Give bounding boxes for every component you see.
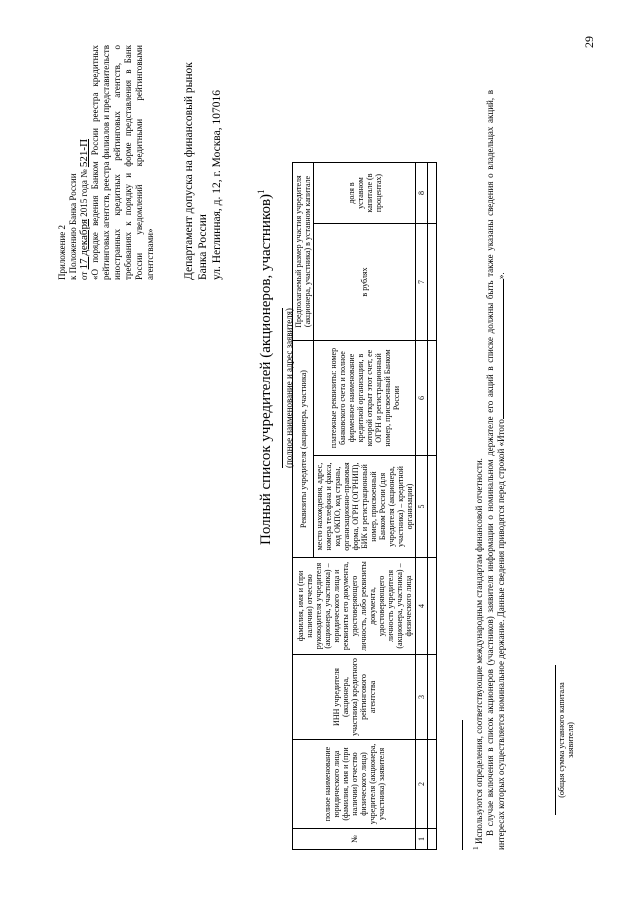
appendix-label: Приложение 2 [57, 224, 67, 280]
form-title: Полный список учредителей (акционеров, участников)$^1$ [256, 189, 274, 545]
footnote-nominee-note: В случае включения в список акционеров (участников) заявителя информации о номинальном держателе его акций в списке должны быть также указаны сведения о владельцах акций, в интересах которых осуществляется номинальное держание. Данные сведения приводятся перед строкой «Итого». [485, 90, 506, 850]
page-number: 29 [582, 36, 596, 48]
regulation-date-line: от 17 декабря 2015 года № 521-П [78, 138, 90, 280]
capital-sum-caption: (общая сумма уставного капитала заявителя) [555, 665, 575, 815]
footnote [470, 90, 507, 850]
col-number-header: № [293, 829, 416, 850]
table-header-row [293, 163, 314, 850]
footnote-definition: $^1$ Используются определения, соответствующие международным стандартам финансовой отчетности. [471, 458, 484, 850]
appendix-header [57, 45, 156, 280]
column-number-row: 1 2 3 4 5 6 7 8 [416, 163, 428, 850]
regulation-number: 521-П [78, 138, 90, 168]
regulation-label: к Положению Банка России [68, 173, 78, 280]
footnote-separator [462, 720, 463, 850]
founders-table [292, 162, 437, 850]
col-requisites-address: место нахождения, адрес, номера телефона и факса, код ОКПО, код страны, организационно-правовая форма, ОГРН (ОГРНИП), БИК и регистрационный номер, присвоенный Банком России (для учредителя (акционера, участника) – кредитной организации) [314, 456, 416, 558]
col-inn-header: ИНН учредителя (акционера, участника) кредитного рейтингового агентства [293, 655, 416, 740]
col-requisites-header: Реквизиты учредителя (акционера, участника) [293, 341, 314, 558]
applicant-caption: (полное наименование и адрес заявителя) [284, 308, 294, 468]
table-row [428, 163, 437, 850]
col-head-header: фамилия, имя и (при наличии) отчество руководителя учредителя (акционера, участника) – юридического лица и реквизиты его документа, удостоверяющего личность, либо реквизиты документа, удостоверяющего личность учредителя (акционера, участника) – физического лица [293, 558, 416, 655]
col-name-header: полное наименование юридического лица (фамилия, имя и (при наличии) отчество физического лица) учредителя (акционера, участника) заявителя [293, 740, 416, 829]
col-share-rubles: в рублях [314, 224, 416, 341]
col-share-header: Предполагаемый размер участия учредителя (акционера, участника) в уставном капитале [293, 163, 314, 341]
footnote-ref: 1 [256, 189, 266, 194]
regulation-title: «О порядке ведения Банком России реестра кредитных рейтинговых агентств, реестра филиалов и представительств иностранных кредитных рейтинговых агентств, о требованиях к порядку и форме представления в Банк России уведомлений кредитными рейтинговыми агентствами» [90, 45, 155, 280]
recipient-address: Департамент допуска на финансовый рынок Банка России ул. Неглинная, д. 12, г. Москва, 107016 [183, 62, 223, 280]
col-requisites-payment: платежные реквизиты: номер банковского счета и полное фирменное наименование кредитной организации, в которой открыт этот счет, ее ОГРН и регистрационный номер, присвоенный Банком России [314, 341, 416, 456]
col-share-percent: доля в уставном капитале (в процентах) [314, 163, 416, 224]
regulation-date: 17 декабря [78, 218, 90, 270]
